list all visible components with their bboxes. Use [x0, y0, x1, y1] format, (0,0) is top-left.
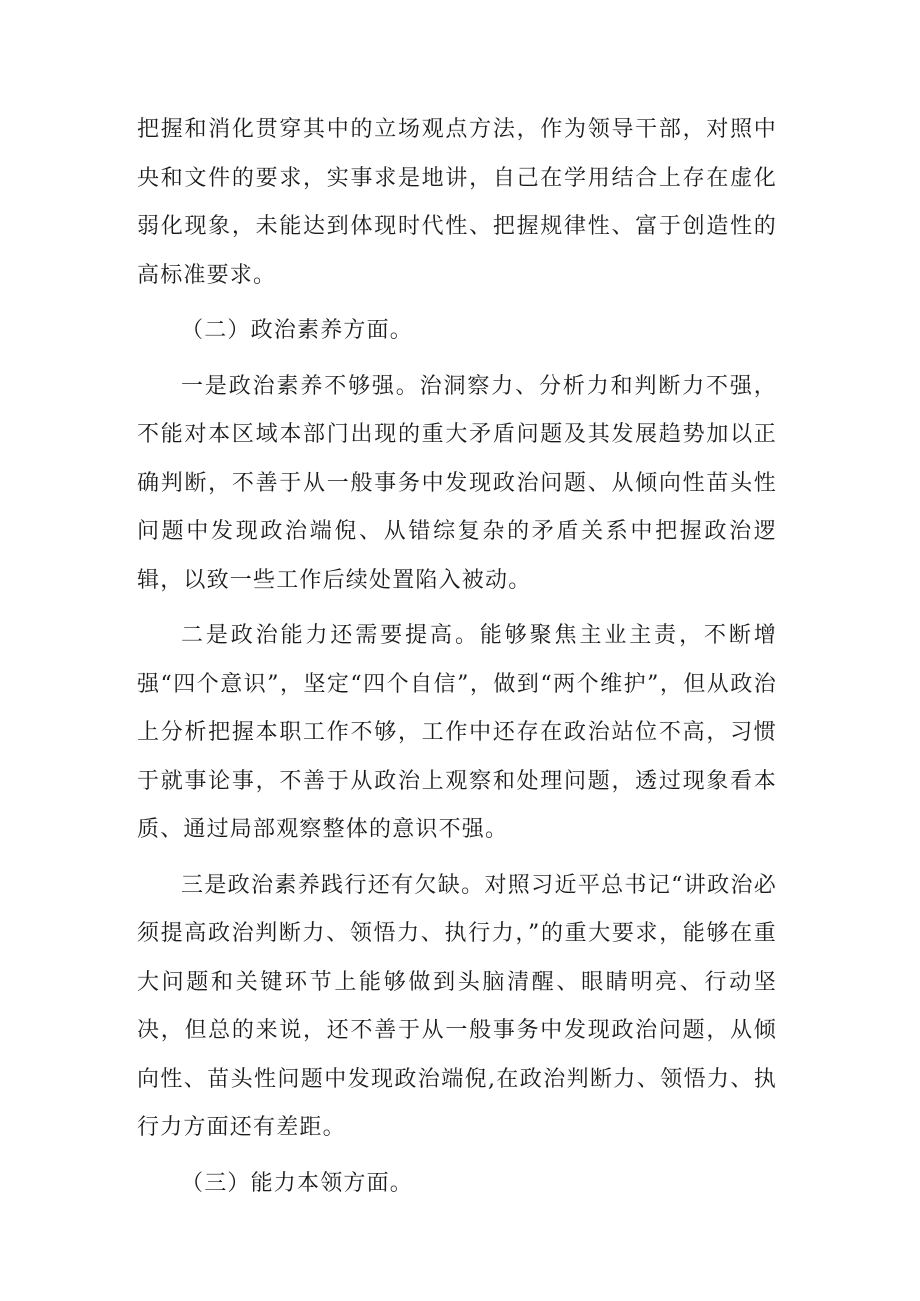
section-heading-ability: （三）能力本领方面。 [181, 1170, 414, 1196]
paragraph-point-two: 二是政治能力还需要提高。能够聚焦主业主责，不断增强“四个意识”，坚定“四个自信”，做到“两个维护”，但从政治上分析把握本职工作不够，工作中还存在政治站位不高，习惯于就事论事，不善于从政治上观察和处理问题，透过现象看本质、通过局部观察整体的意识不强。 [137, 623, 777, 842]
section-heading-political-literacy: （二）政治素养方面。 [181, 318, 414, 343]
paragraph-point-one: 一是政治素养不够强。治洞察力、分析力和判断力不强，不能对本区域本部门出现的重大矛盾问题及其发展趋势加以正确判断，不善于从一般事务中发现政治问题、从倾向性苗头性问题中发现政治端倪、从错综复杂的矛盾关系中把握政治逻辑，以致一些工作后续处置陷入被动。 [137, 373, 777, 593]
paragraph-point-three: 三是政治素养践行还有欠缺。对照习近平总书记“讲政治必须提高政治判断力、领悟力、执行力，”的重大要求，能够在重大问题和关键环节上能够做到头脑清醒、眼睛明亮、行动坚决，但总的来说，还不善于从一般事务中发现政治问题，从倾向性、苗头性问题中发现政治端倪,在政治判断力、领悟力、执行力方面还有差距。 [137, 872, 777, 1140]
document-body [137, 106, 777, 1208]
paragraph-continuation: 把握和消化贯穿其中的立场观点方法，作为领导干部，对照中央和文件的要求，实事求是地讲，自己在学用结合上存在虚化弱化现象，未能达到体现时代性、把握规律性、富于创造性的高标准要求。 [137, 117, 777, 288]
